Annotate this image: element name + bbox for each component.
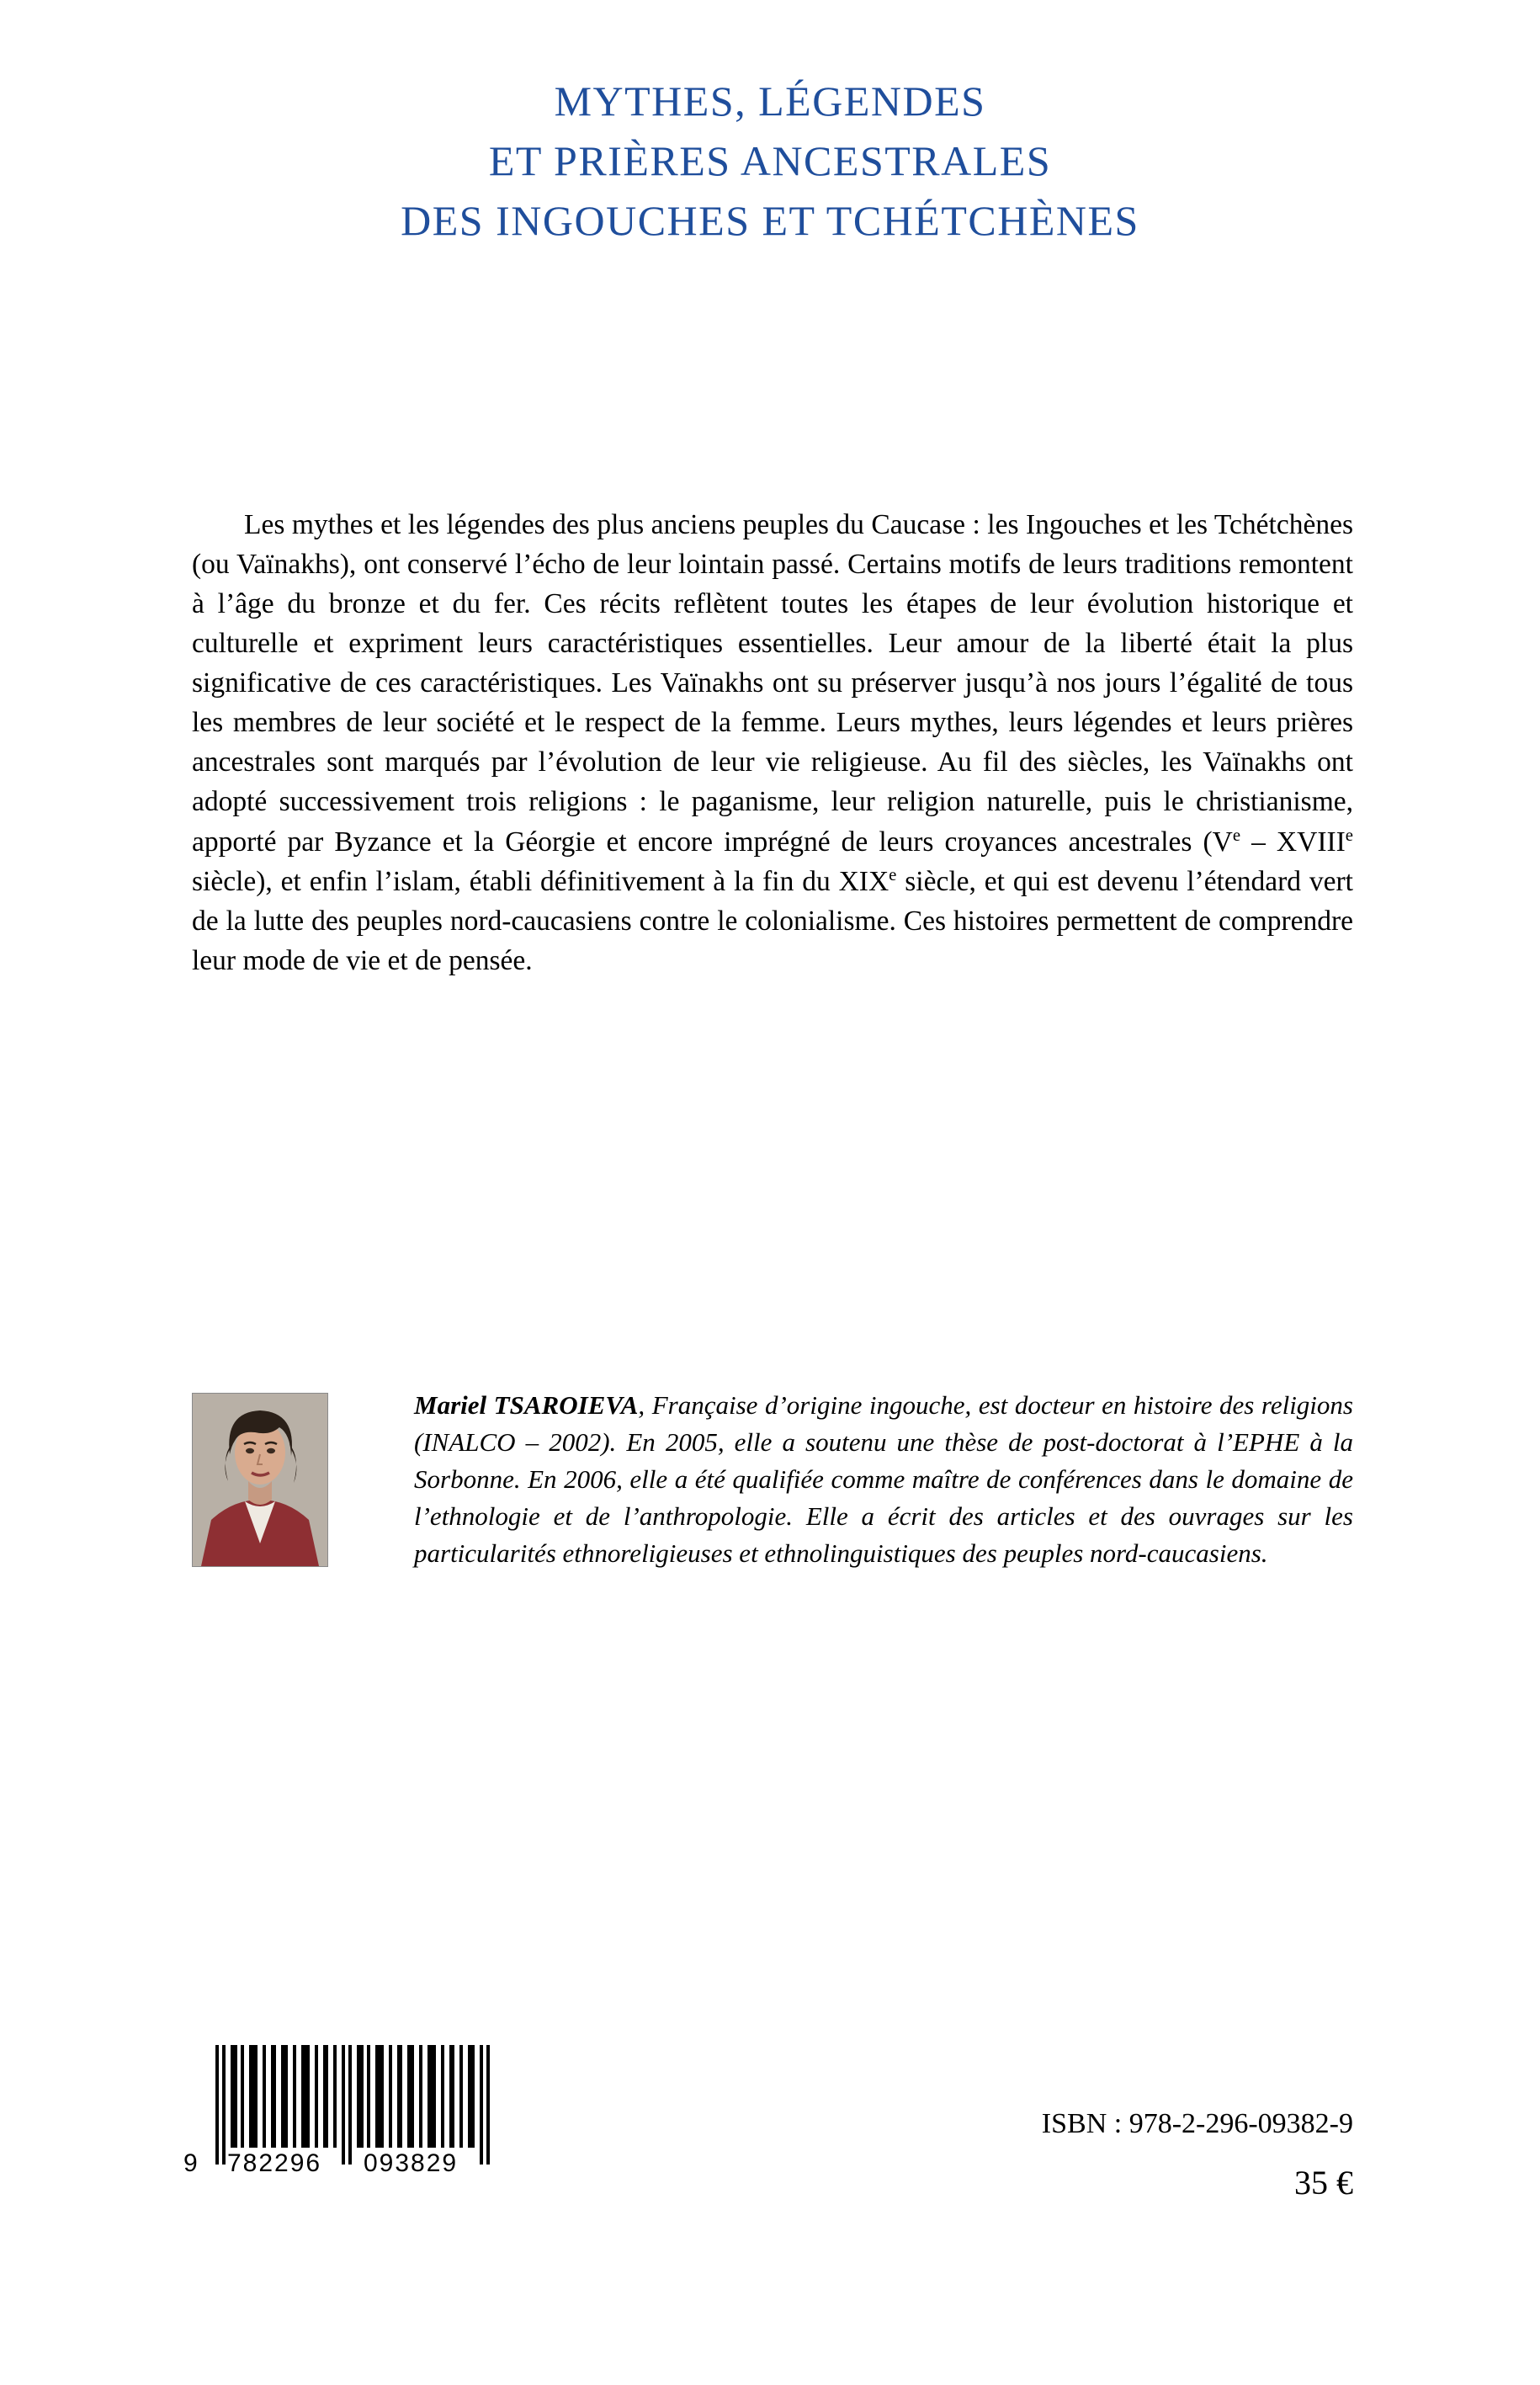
barcode-digit-left: 9	[183, 2149, 199, 2177]
blurb-part-2: – XVIII	[1240, 826, 1346, 858]
blurb-sup-1: e	[1232, 825, 1241, 845]
title-line-1: MYTHES, LÉGENDES	[554, 77, 986, 125]
author-portrait-icon	[193, 1394, 327, 1566]
blurb-part-3: siècle), et enfin l’islam, établi définitivement à la fin du XIX	[192, 865, 889, 897]
price-text: 35 €	[1294, 2164, 1353, 2202]
title-line-3: DES INGOUCHES ET TCHÉTCHÈNES	[401, 197, 1139, 244]
blurb-part-1: Les mythes et les légendes des plus anciens peuples du Caucase : les Ingouches et les Tchétchènes (ou Vaïnakhs), ont conservé l’écho de leur lointain passé. Certains motifs de leurs traditions remontent à l’âge du bronze et du fer. Ces récits reflètent toutes les étapes de leur évolution historique et culturelle et expriment leurs caractéristiques essentielles. Leur amour de la liberté était la plus significative de ces caractéristiques. Les Vaïnakhs ont su préserver jusqu’à nos jours l’égalité de tous les membres de leur société et le respect de la femme. Leurs mythes, leurs légendes et leurs prières ancestrales sont marqués par l’évolution de leur vie religieuse. Au fil des siècles, les Vaïnakhs ont adopté successivement trois religions : le paganisme, leur religion naturelle, puis le christianisme, apporté par Byzance et la Géorgie et encore imprégné de leurs croyances ancestrales (V	[192, 509, 1353, 858]
page-title	[181, 72, 1359, 251]
barcode	[183, 2045, 545, 2178]
barcode-digits-group2: 093829	[364, 2149, 459, 2177]
blurb-part-4: siècle, et qui est devenu l’étendard vert de la lutte des peuples nord-caucasiens contre le colonialisme. Ces histoires permettent de comprendre leur mode de vie et de pensée.	[192, 865, 1353, 976]
author-name: Mariel TSAROIEVA	[414, 1390, 639, 1420]
barcode-digits-group1: 782296	[227, 2149, 322, 2177]
author-bio-text: , Française d’origine ingouche, est docteur en histoire des religions (INALCO – 2002). En 2005, elle a soutenu une thèse de post-doctorat à l’EPHE à la Sorbonne. En 2006, elle a été qualifiée comme maître de conférences dans le domaine de l’ethnologie et de l’anthropologie. Elle a écrit des articles et des ouvrages sur les particularités ethnoreligieuses et ethnolinguistiques des peuples nord-caucasiens.	[414, 1390, 1353, 1569]
author-portrait-photo	[192, 1393, 328, 1567]
title-line-2: ET PRIÈRES ANCESTRALES	[488, 137, 1052, 184]
isbn-text: ISBN : 978-2-296-09382-9	[1041, 2108, 1353, 2139]
author-bio	[414, 1387, 1353, 1572]
blurb-sup-3: e	[889, 864, 897, 884]
barcode-bars	[183, 2045, 523, 2148]
barcode-digits	[183, 2149, 545, 2178]
blurb-sup-2: e	[1345, 825, 1354, 845]
book-blurb	[192, 505, 1353, 980]
